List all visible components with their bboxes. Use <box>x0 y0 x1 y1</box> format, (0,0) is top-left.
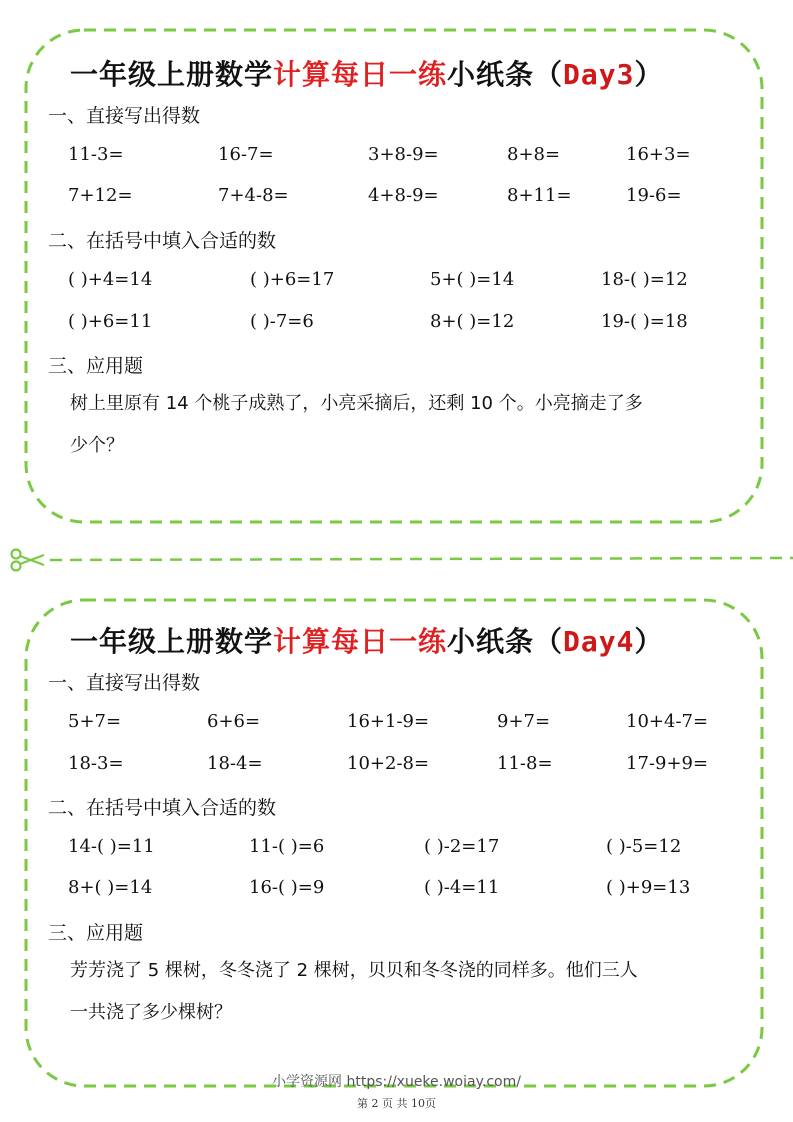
exercise: 5+( )=14 <box>430 269 515 290</box>
section-heading: 三、应用题 <box>48 355 144 377</box>
word-problem <box>70 950 740 1034</box>
exercise: 11-8= <box>497 753 553 774</box>
exercise: 7+4-8= <box>218 185 289 206</box>
exercise: 16-( )=9 <box>249 877 325 898</box>
exercise: 8+( )=12 <box>430 311 515 332</box>
exercise: ( )-2=17 <box>424 836 500 857</box>
exercise: 6+6= <box>207 711 261 732</box>
title-highlight: 计算每日一练 <box>273 58 448 91</box>
problem-line: 芳芳浇了 5 棵树，冬冬浇了 2 棵树，贝贝和冬冬浇的同样多。他们三人 <box>70 960 638 981</box>
exercise: 17-9+9= <box>626 753 709 774</box>
exercise: ( )+4=14 <box>68 269 153 290</box>
page-number: 第 2 页 共 10页 <box>357 1097 436 1110</box>
problem-line: 一共浇了多少棵树？ <box>70 1002 232 1023</box>
title-part: 小纸条（ <box>447 625 564 658</box>
exercise: 10+4-7= <box>626 711 709 732</box>
exercise: 19-6= <box>626 185 682 206</box>
exercise: 10+2-8= <box>347 753 430 774</box>
section-heading: 二、在括号中填入合适的数 <box>48 230 277 252</box>
exercise: ( )-4=11 <box>424 877 500 898</box>
title-highlight: 计算每日一练 <box>273 625 448 658</box>
card-title <box>70 620 664 660</box>
day-label: Day3 <box>563 58 635 91</box>
section-heading: 三、应用题 <box>48 922 144 944</box>
title-part: ） <box>634 625 664 658</box>
problem-line: 少个？ <box>70 435 124 456</box>
problem-line: 树上里原有 14 个桃子成熟了，小亮采摘后，还剩 10 个。小亮摘走了多 <box>70 393 643 414</box>
card-title <box>70 53 664 93</box>
exercise: 8+11= <box>507 185 572 206</box>
exercise: 18-3= <box>68 753 124 774</box>
exercise: 5+7= <box>68 711 122 732</box>
exercise: 8+( )=14 <box>68 877 153 898</box>
exercise: 11-( )=6 <box>249 836 325 857</box>
exercise: 14-( )=11 <box>68 836 155 857</box>
section-heading: 一、直接写出得数 <box>48 672 201 694</box>
exercise: ( )-7=6 <box>250 311 314 332</box>
exercise: ( )+9=13 <box>606 877 691 898</box>
exercise: ( )+6=11 <box>68 311 153 332</box>
section-heading: 二、在括号中填入合适的数 <box>48 797 277 819</box>
exercise: 16-7= <box>218 144 274 165</box>
day-label: Day4 <box>563 625 635 658</box>
title-part: 小纸条（ <box>447 58 564 91</box>
exercise: 16+1-9= <box>347 711 430 732</box>
title-part: ） <box>634 58 664 91</box>
site-footer: 小学资源网 https://xueke.woiay.com/ <box>272 1074 521 1090</box>
word-problem <box>70 383 740 467</box>
exercise: 19-( )=18 <box>601 311 688 332</box>
section-heading: 一、直接写出得数 <box>48 105 201 127</box>
exercise: 18-4= <box>207 753 263 774</box>
exercise: 4+8-9= <box>368 185 439 206</box>
exercise: 11-3= <box>68 144 124 165</box>
exercise: 7+12= <box>68 185 133 206</box>
exercise: 8+8= <box>507 144 561 165</box>
title-part: 一年级上册数学 <box>70 625 274 658</box>
exercise: 3+8-9= <box>368 144 439 165</box>
exercise: ( )-5=12 <box>606 836 682 857</box>
exercise: 18-( )=12 <box>601 269 688 290</box>
exercise: ( )+6=17 <box>250 269 335 290</box>
exercise: 16+3= <box>626 144 691 165</box>
title-part: 一年级上册数学 <box>70 58 274 91</box>
exercise: 9+7= <box>497 711 551 732</box>
